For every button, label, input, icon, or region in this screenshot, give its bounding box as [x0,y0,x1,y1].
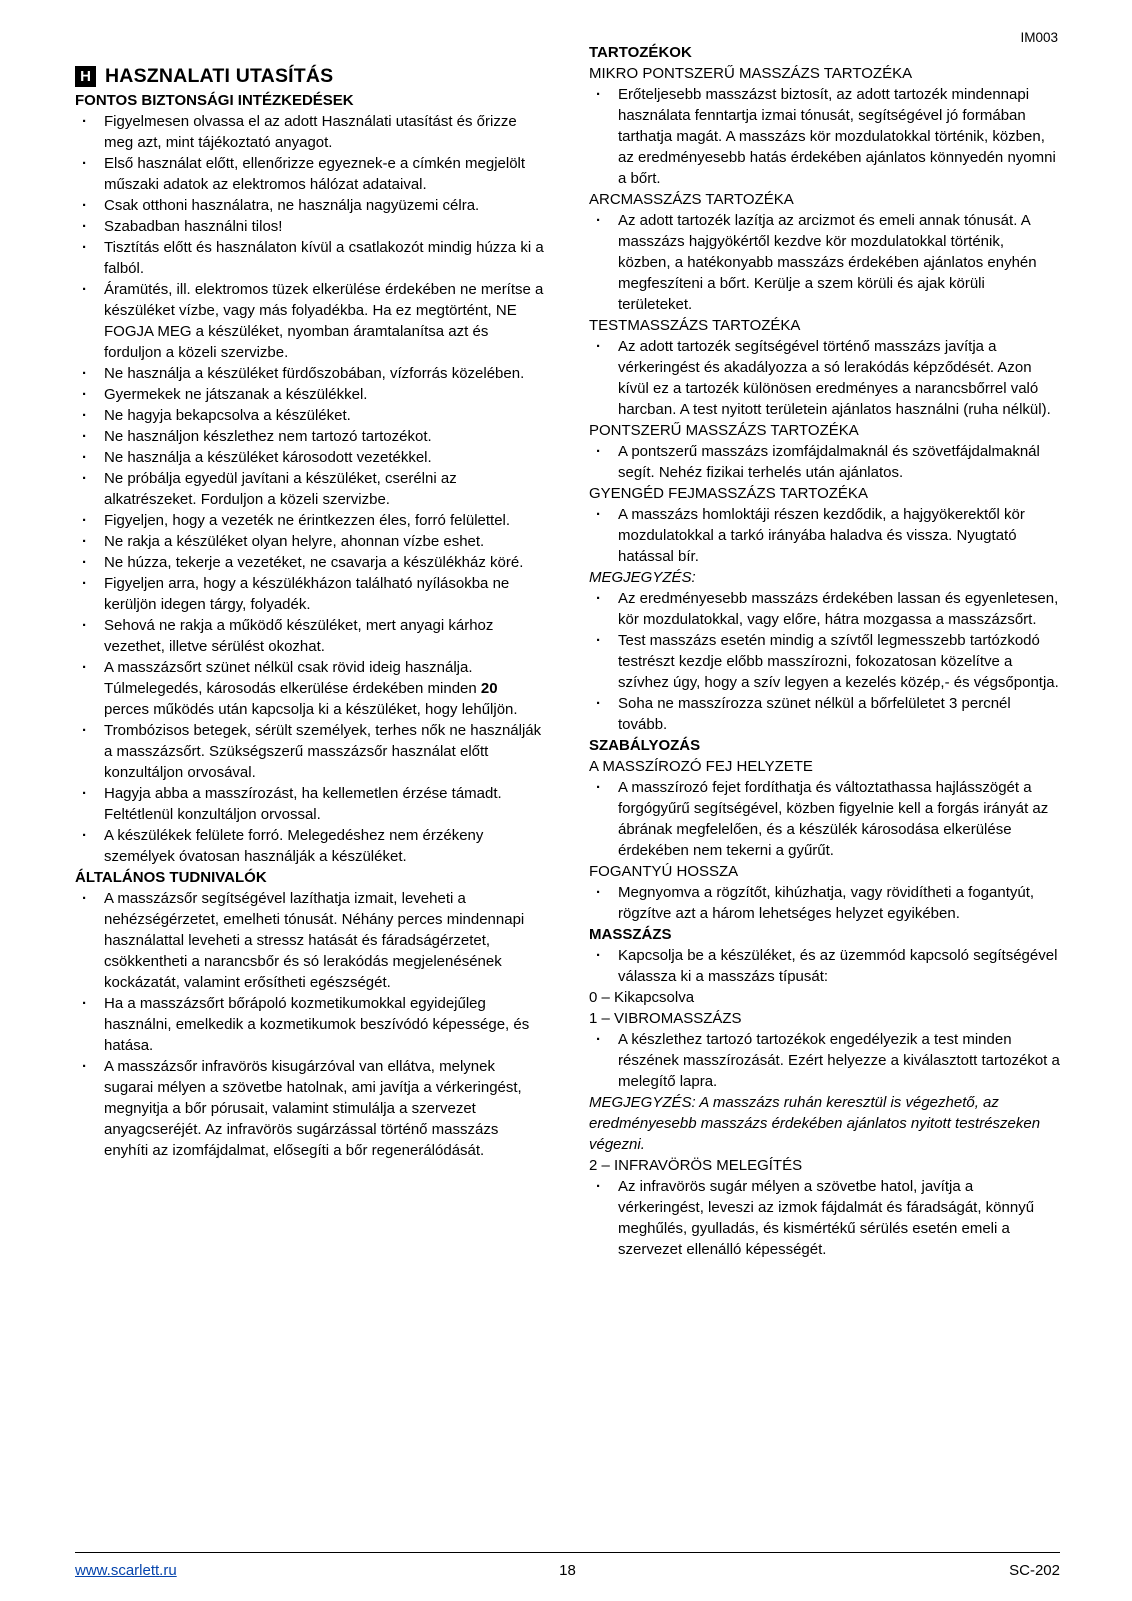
text-segment: Ne hagyja bekapcsolva a készüléket. [104,407,351,424]
bullet-icon: · [596,590,601,607]
bullet-item [75,153,546,195]
bullet-item [589,210,1060,315]
bullet-icon: · [596,779,601,796]
bullet-icon: · [82,785,87,802]
bullet-text [618,84,1060,189]
bullet-text [104,1056,546,1161]
text-segment: Ne húzza, tekerje a vezetéket, ne csavarja a készülékház köré. [104,554,524,571]
text-segment: Ne próbálja egyedül javítani a készüléket, cserélni az alkatrészeket. Forduljon a közeli szervizbe. [104,470,457,508]
bullet-text [618,210,1060,315]
bullet-text [104,993,546,1056]
text-segment: Figyeljen arra, hogy a készülékházon található nyílásokba ne kerüljön idegen tárgy, folyadék. [104,575,510,613]
bullet-text [104,510,546,531]
text-segment: ARCMASSZÁZS TARTOZÉKA [589,191,794,208]
bullet-text [104,888,546,993]
bullet-icon: · [82,533,87,550]
bullet-item [589,693,1060,735]
bullet-item [75,363,546,384]
text-segment: Az eredményesebb masszázs érdekében lassan és egyenletesen, kör mozdulatokkal, vagy előre, hátra mozgassa a masszázsőrt. [618,590,1059,628]
text-segment: GYENGÉD FEJMASSZÁZS TARTOZÉKA [589,485,868,502]
bullet-icon: · [596,86,601,103]
bullet-text [104,783,546,825]
text-segment: PONTSZERŰ MASSZÁZS TARTOZÉKA [589,422,859,439]
bullet-item [75,1056,546,1161]
text-segment: FONTOS BIZTONSÁGI INTÉZKEDÉSEK [75,92,354,109]
sub-heading [589,483,1060,504]
text-segment: Ne rakja a készüléket olyan helyre, ahonnan vízbe eshet. [104,533,485,550]
bullet-text [618,588,1060,630]
bullet-icon: · [82,449,87,466]
bullet-icon: · [596,884,601,901]
bullet-item [75,111,546,153]
bullet-text [618,777,1060,861]
bullet-item [589,882,1060,924]
bullet-text [618,504,1060,567]
text-segment: 2 – INFRAVÖRÖS MELEGÍTÉS [589,1157,803,1174]
text-segment: A masszázsőrt szünet nélkül csak rövid ideig használja. Túlmelegedés, károsodás elkerülése érdekében minden [104,659,481,697]
text-segment: Első használat előtt, ellenőrizze egyeznek-e a címkén megjelölt műszaki adatok az elektromos hálózat adataival. [104,155,526,193]
bullet-item [589,945,1060,987]
bullet-text [104,384,546,405]
note-heading [589,567,1060,588]
bullet-text [104,153,546,195]
bullet-icon: · [82,281,87,298]
bullet-text [618,945,1060,987]
bullet-icon: · [82,470,87,487]
bullet-icon: · [82,197,87,214]
bullet-item [589,441,1060,483]
text-segment: A készülékek felülete forró. Melegedéshez nem érzékeny személyek óvatosan használják a készüléket. [104,827,484,865]
bullet-item [75,216,546,237]
bullet-text [104,615,546,657]
bullet-item [75,888,546,993]
section-heading [75,867,546,888]
bullet-text [104,573,546,615]
sub-heading [589,315,1060,336]
text-segment: Gyermekek ne játszanak a készülékkel. [104,386,368,403]
bullet-item [75,279,546,363]
text-segment: A készlethez tartozó tartozékok engedélyezik a test minden részének masszírozását. Ezért helyezze a kiválasztott tartozékot a melegítő lapra. [618,1031,1060,1090]
bullet-icon: · [82,1058,87,1075]
text-segment: A masszázs homloktáji részen kezdődik, a hajgyökerektől kör mozdulatokkal a tarkó irányába haladva és vissza. Nyugtató hatással bír. [618,506,1025,565]
text-segment: FOGANTYÚ HOSSZA [589,863,739,880]
text-segment: Sehová ne rakja a működő készüléket, mert anyagi kárhoz vezethet, illetve sérülést okozhat. [104,617,494,655]
bullet-item [75,195,546,216]
bullet-item [589,1029,1060,1092]
note-paragraph [589,1092,1060,1155]
bullet-icon: · [596,1031,601,1048]
bullet-item [589,777,1060,861]
text-segment: Trombózisos betegek, sérült személyek, terhes nők ne használják a masszázsőrt. Szükségszerű masszázsőr használat előtt konzultáljon orvosával. [104,722,542,781]
bullet-text [104,447,546,468]
sub-heading [589,861,1060,882]
bullet-text [104,363,546,384]
bullet-text [104,237,546,279]
scarlett-url-link[interactable]: www.scarlett.ru [75,1562,177,1579]
bullet-icon: · [596,212,601,229]
bullet-icon: · [596,695,601,712]
text-segment: ÁLTALÁNOS TUDNIVALÓK [75,869,267,886]
text-segment: TARTOZÉKOK [589,44,692,61]
bullet-text [104,468,546,510]
bullet-text [104,720,546,783]
bullet-text [104,111,546,153]
bullet-item [589,1176,1060,1260]
bullet-icon: · [596,443,601,460]
bullet-text [104,405,546,426]
bullet-text [104,195,546,216]
bullet-item [75,426,546,447]
bullet-icon: · [82,512,87,529]
bullet-item [75,615,546,657]
bullet-text [104,216,546,237]
sub-heading [589,756,1060,777]
bullet-icon: · [82,659,87,676]
text-segment: Ne használja a készüléket károsodott vezetékkel. [104,449,432,466]
doc-title-row [75,66,546,87]
page-title: HASZNALATI UTASÍTÁS [105,65,334,87]
text-segment: Áramütés, ill. elektromos tüzek elkerülése érdekében ne merítse a készüléket vízbe, vagy más folyadékba. Ha ez megtörtént, NE FOGJA MEG a készüléket, nyomban áramtalanítsa azt és forduljon a közeli szervizbe. [104,281,544,361]
text-segment: Test masszázs esetén mindig a szívtől legmesszebb tartózkodó testrészt kezdje előbb masszírozni, fokozatosan közelítve a szívhez úgy, hogy a szív legyen a kezelés közép,- és végsőpontja. [618,632,1059,691]
bullet-item [75,447,546,468]
bullet-icon: · [82,386,87,403]
text-segment: 1 – VIBROMASSZÁZS [589,1010,742,1027]
bullet-icon: · [82,218,87,235]
section-heading [589,42,1060,63]
bullet-item [75,468,546,510]
section-heading [589,924,1060,945]
text-segment: A masszázsőr infravörös kisugárzóval van ellátva, melynek sugarai mélyen a szövetbe hatolnak, ami javítja a vérkeringést, megnyitja a bőr pórusait, valamint stimulálja a szervezet anyagcseréjét. Az infravörös sugárzással történő masszázs enyhíti az izomfájdalmat, elősegíti a bőr regenerálódását. [104,1058,522,1159]
bullet-icon: · [596,506,601,523]
sub-heading [589,189,1060,210]
right-column [589,42,1060,1260]
text-segment: Ne használjon készlethez nem tartozó tartozékot. [104,428,432,445]
text-segment: Ha a masszázsőrt bőrápoló kozmetikumokkal egyidejűleg használni, emelkedik a kozmetikumok beszívódó képessége, és hatása. [104,995,530,1054]
text-segment: A MASSZÍROZÓ FEJ HELYZETE [589,758,813,775]
bullet-icon: · [596,1178,601,1195]
text-segment: MEGJEGYZÉS: [589,569,696,586]
text-segment: Az infravörös sugár mélyen a szövetbe hatol, javítja a vérkeringést, leveszi az izmok fájdalmát és fáradságát, könnyű meghűlés, gyulladás, és kismértékű sérülés esetén emeli a szervezet ellenálló képességét. [618,1178,1035,1258]
section-heading [589,735,1060,756]
left-column [75,42,546,1260]
bullet-item [589,84,1060,189]
bullet-icon: · [596,338,601,355]
bullet-item [75,384,546,405]
bullet-text [104,657,546,720]
text-segment: SZABÁLYOZÁS [589,737,701,754]
text-segment: MEGJEGYZÉS: A masszázs ruhán keresztül is végezhető, az eredményesebb masszázs érdekében ajánlatos nyitott testrészeken végezni. [589,1094,1041,1153]
text-segment: Csak otthoni használatra, ne használja nagyüzemi célra. [104,197,480,214]
bullet-icon: · [82,365,87,382]
text-segment: 0 – Kikapcsolva [589,989,695,1006]
bullet-item [589,630,1060,693]
doc-code: IM003 [1020,30,1058,45]
bullet-item [75,573,546,615]
bullet-icon: · [82,113,87,130]
bullet-icon: · [82,239,87,256]
text-segment: Figyeljen, hogy a vezeték ne érintkezzen éles, forró felülettel. [104,512,511,529]
text-segment: perces működés után kapcsolja ki a készüléket, hogy lehűljön. [104,701,518,718]
bullet-item [589,588,1060,630]
model-number: SC-202 [1009,1562,1060,1579]
text-segment: MASSZÁZS [589,926,672,943]
bullet-text [618,1029,1060,1092]
bullet-icon: · [82,827,87,844]
language-code-badge: H [75,66,96,87]
sub-heading [589,420,1060,441]
two-column-layout [75,42,1060,1260]
bullet-text [104,426,546,447]
text-segment: A masszírozó fejet fordíthatja és változtathassa hajlásszögét a forgógyűrű segítségével, közben figyelnie kell a forgás irányát az ábrának megfelelően, és a készülék károsodása elkerülése érdekében nem tekerni a gyűrűt. [618,779,1049,859]
section-heading [75,90,546,111]
text-segment: Figyelmesen olvassa el az adott Használati utasítást és őrizze meg azt, mint tájékoztató anyagot. [104,113,517,151]
text-segment: TESTMASSZÁZS TARTOZÉKA [589,317,801,334]
bullet-icon: · [82,617,87,634]
text-segment: Szabadban használni tilos! [104,218,283,235]
bullet-text [104,552,546,573]
bullet-icon: · [82,428,87,445]
bullet-item [75,657,546,720]
bullet-item [75,825,546,867]
bullet-text [618,693,1060,735]
bullet-icon: · [82,554,87,571]
bullet-text [618,1176,1060,1260]
sub-heading [589,63,1060,84]
bullet-item [75,531,546,552]
bullet-icon: · [82,575,87,592]
bullet-item [75,552,546,573]
bullet-icon: · [82,155,87,172]
text-segment: A pontszerű masszázs izomfájdalmaknál és szövetfájdalmaknál segít. Nehéz fizikai terhelés után ajánlatos. [618,443,1040,481]
bullet-icon: · [596,947,601,964]
bullet-text [618,441,1060,483]
bullet-text [618,630,1060,693]
bullet-item [75,510,546,531]
bullet-item [75,237,546,279]
bold-text-segment: 20 [480,680,498,697]
bullet-item [75,993,546,1056]
text-segment: Az adott tartozék lazítja az arcizmot és emeli annak tónusát. A masszázs hajgyökértől kezdve kör mozdulatokkal történik, közben, a hatékonyabb masszázs érdekében ajánlatos enyhén megfeszíteni a bőrt. Kerülje a szem körüli és ajak körüli területeket. [618,212,1037,313]
bullet-text [618,336,1060,420]
page-footer [75,1552,1060,1581]
bullet-text [618,882,1060,924]
text-line [589,1008,1060,1029]
bullet-item [75,783,546,825]
bullet-icon: · [596,632,601,649]
bullet-text [104,531,546,552]
text-segment: MIKRO PONTSZERŰ MASSZÁZS TARTOZÉKA [589,65,913,82]
text-segment: Kapcsolja be a készüléket, és az üzemmód kapcsoló segítségével válassza ki a masszázs típusát: [618,947,1058,985]
text-segment: Ne használja a készüléket fürdőszobában, vízforrás közelében. [104,365,525,382]
page-number: 18 [559,1562,576,1579]
bullet-item [75,405,546,426]
bullet-icon: · [82,407,87,424]
text-segment: Az adott tartozék segítségével történő masszázs javítja a vérkeringést és akadályozza a só lerakódás képződését. Azon kívül ez a tartozék különösen eredményes a narancsbőrrel való harcban. A test nyitott területein ajánlatos használni (ruha nélkül). [618,338,1051,418]
text-segment: A masszázsőr segítségével lazíthatja izmait, leveheti a nehézségérzetet, emelheti tónusát. Néhány perces mindennapi használattal leveheti a stressz hatását és fáradságérzetet, csökkentheti a narancsbőr és só lerakódás megjelenésének kockázatát, valamint erősítheti egészségét. [104,890,525,991]
text-segment: Tisztítás előtt és használaton kívül a csatlakozót mindig húzza ki a falból. [104,239,544,277]
bullet-icon: · [82,995,87,1012]
bullet-item [589,504,1060,567]
bullet-item [75,720,546,783]
text-segment: Erőteljesebb masszázst biztosít, az adott tartozék mindennapi használata fenntartja izmai tónusát, segítségével jó formában tarthatja magát. A masszázs kör mozdulatokkal történik, közben, az eredményesebb hatás érdekében ajánlatos könnyedén nyomni a bőrt. [618,86,1056,187]
text-segment: Megnyomva a rögzítőt, kihúzhatja, vagy rövidítheti a fogantyút, rögzítve azt a három lehetséges helyzet egyikében. [618,884,1035,922]
bullet-text [104,825,546,867]
bullet-icon: · [82,890,87,907]
bullet-icon: · [82,722,87,739]
text-line [589,987,1060,1008]
text-line [589,1155,1060,1176]
text-segment: Soha ne masszírozza szünet nélkül a bőrfelületet 3 percnél tovább. [618,695,1011,733]
bullet-text [104,279,546,363]
text-segment: Hagyja abba a masszírozást, ha kellemetlen érzése támadt. Feltétlenül konzultáljon orvossal. [104,785,502,823]
bullet-item [589,336,1060,420]
